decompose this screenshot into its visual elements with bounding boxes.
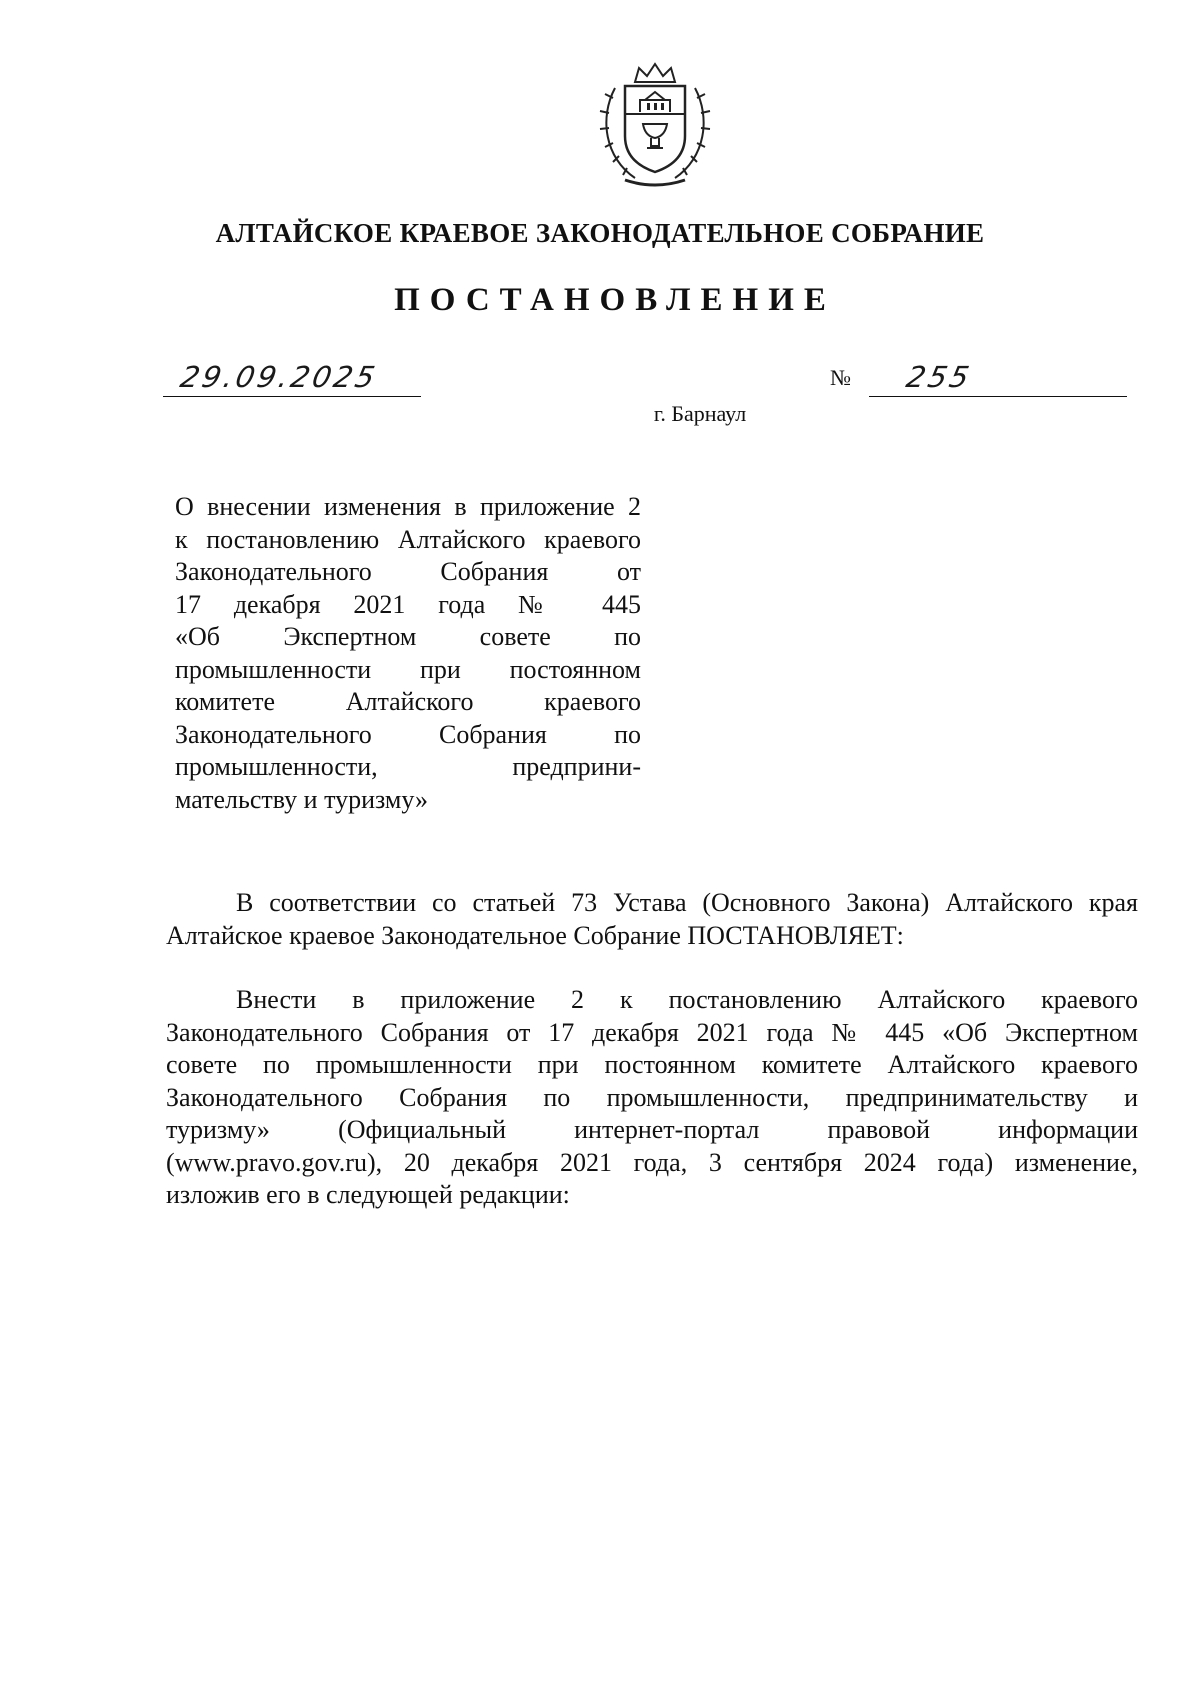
paragraph-line: В соответствии со статьей 73 Устава (Основного Закона) Алтайского края — [236, 888, 1138, 917]
subject-line: 17 декабря 2021 года № 445 — [175, 589, 641, 619]
handwritten-date: 29.09.2025 — [177, 360, 381, 394]
subject-line: промышленности при постоянном — [175, 654, 641, 684]
document-subject — [175, 491, 641, 816]
handwritten-number: 255 — [903, 360, 975, 394]
paragraph-line: Законодательного Собрания от 17 декабря 2021 года № 445 «Об Экспертном — [166, 1017, 1138, 1047]
subject-line: О внесении изменения в приложение 2 — [175, 492, 641, 521]
document-type-heading: ПОСТАНОВЛЕНИЕ — [394, 282, 836, 318]
date-field — [163, 362, 421, 397]
resolution-basis-paragraph — [166, 887, 1138, 952]
organization-title: АЛТАЙСКОЕ КРАЕВОЕ ЗАКОНОДАТЕЛЬНОЕ СОБРАНИЕ — [215, 218, 985, 248]
subject-line: Законодательного Собрания от — [175, 557, 641, 586]
subject-line: Законодательного Собрания по — [175, 719, 641, 749]
paragraph-line: Внести в приложение 2 к постановлению Алтайского краевого — [236, 985, 1138, 1014]
subject-line: комитете Алтайского краевого — [175, 687, 641, 716]
number-field — [869, 362, 1127, 397]
paragraph-line: (www.pravo.gov.ru), 20 декабря 2021 года, 3 сентября 2024 года) изменение, — [166, 1147, 1138, 1177]
coat-of-arms-icon — [595, 58, 715, 192]
paragraph-line: изложив его в следующей редакции: — [166, 1180, 570, 1209]
subject-line: «Об Экспертном совете по — [175, 622, 641, 651]
subject-line: промышленности, предприни- — [175, 752, 641, 781]
resolution-text-paragraph — [166, 984, 1138, 1212]
paragraph-line: Законодательного Собрания по промышленности, предпринимательству и — [166, 1082, 1138, 1112]
paragraph-line: совете по промышленности при постоянном комитете Алтайского краевого — [166, 1050, 1138, 1079]
subject-line: к постановлению Алтайского краевого — [175, 524, 641, 554]
paragraph-line: Алтайское краевое Законодательное Собрание ПОСТАНОВЛЯЕТ: — [166, 920, 904, 950]
number-label: № — [830, 365, 851, 390]
subject-line: мательству и туризму» — [175, 784, 429, 814]
city-name: г. Барнаул — [653, 401, 747, 426]
paragraph-line: туризму» (Официальный интернет-портал правовой информации — [166, 1115, 1138, 1144]
